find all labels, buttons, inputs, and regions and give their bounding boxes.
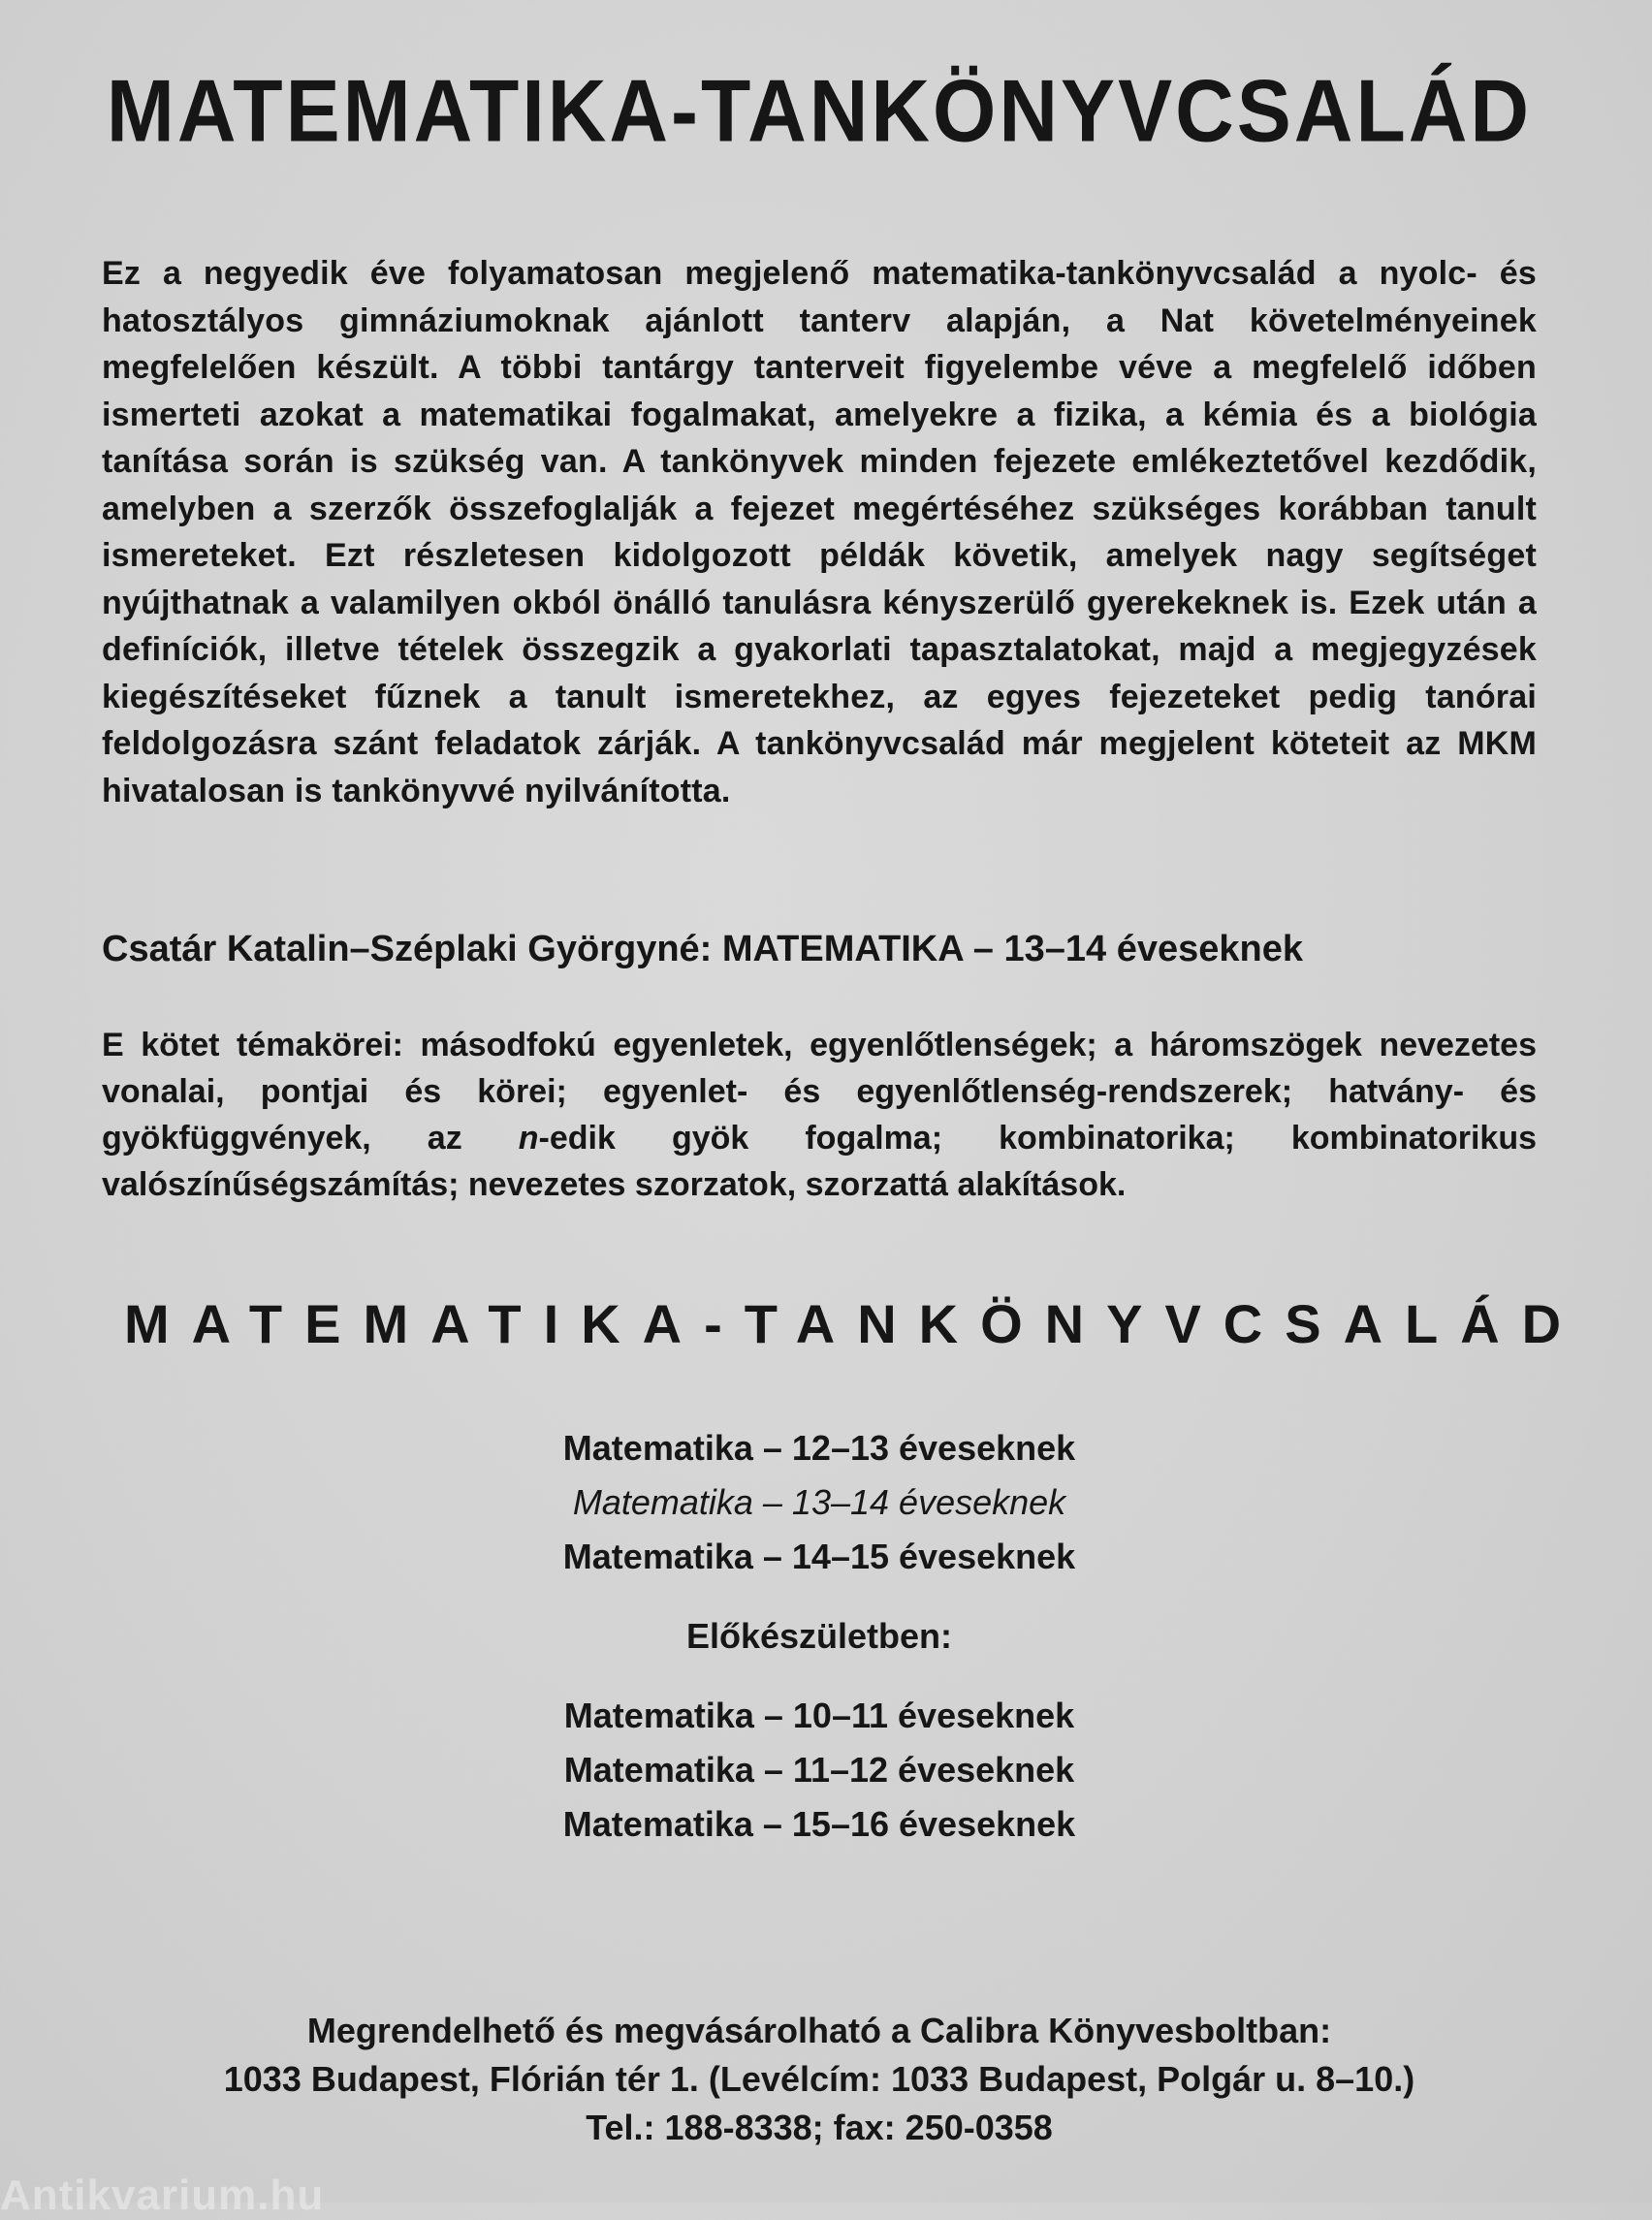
list-item: Matematika – 12–13 éveseknek — [562, 1428, 1076, 1468]
document-page — [102, 58, 1584, 1852]
list-item-current-book: Matematika – 13–14 éveseknek — [572, 1482, 1066, 1522]
page-title: MATEMATIKA-TANKÖNYVCSALÁD — [106, 61, 1533, 160]
footer-phone-line: Tel.: 188-8338; fax: 250-0358 — [586, 2108, 1053, 2147]
footer-shop-line: Megrendelhető és megvásárolható a Calibra Könyvesboltban: — [306, 2011, 1332, 2050]
list-item: Matematika – 11–12 éveseknek — [563, 1750, 1075, 1790]
contact-footer — [102, 2007, 1537, 2152]
intro-paragraph: Ez a negyedik éve folyamatosan megjelenő matematika-tankönyvcsalád a nyolc- és hatosztályos gimnáziumoknak ajánlott tanterv alapján, a Nat követelményeinek megfelelően készült. A többi tantárgy tanterveit figyelembe véve a megfelelő időben ismerteti azokat a matematikai fogalmakat, amelyekre a fizika, a kémia és a biológia tanítása során is szükség van. A tankönyvek minden fejezete emlékeztetővel kezdődik, amelyben a szerzők összefoglalják a fejezet megértéséhez szükséges korábban tanult ismereteket. Ezt részletesen kidolgozott példák követik, amelyek nagy segítséget nyújthatnak a valamilyen okból önálló tanulásra kényszerülő gyerekeknek is. Ezek után a definíciók, illetve tételek összegzik a gyakorlati tapasztalatokat, majd a megjegyzések kiegészítéseket fűznek a tanult ismeretekhez, az egyes fejezeteket pedig tanórai feldolgozásra szánt feladatok zárják. A tankönyvcsalád már megjelent köteteit az MKM hivatalosan is tankönyvvé nyilvánította. — [102, 255, 1537, 809]
series-title: MATEMATIKA-TANKÖNYVCSALÁD — [124, 1293, 1584, 1354]
preparation-label: Előkészületben: — [685, 1616, 953, 1656]
list-item: Matematika – 10–11 éveseknek — [563, 1696, 1075, 1735]
published-books-list — [102, 1421, 1537, 1584]
preparation-books-list — [102, 1689, 1537, 1852]
topics-paragraph — [102, 1022, 1537, 1208]
book-heading: Csatár Katalin–Széplaki Györgyné: MATEMATIKA – 13–14 éveseknek — [102, 929, 1304, 969]
list-item: Matematika – 14–15 éveseknek — [562, 1537, 1076, 1576]
topics-italic-n: n — [518, 1120, 539, 1157]
topics-text-end: -edik gyök fogalma; kombinatorika; kombinatorikus valószínűségszámítás; nevezetes szorzatok, szorzattá alakítások. — [102, 1120, 1538, 1203]
list-item: Matematika – 15–16 éveseknek — [562, 1804, 1076, 1844]
topics-text-start: E kötet témakörei: másodfokú egyenletek, egyenlőtlenségek; a háromszögek nevezetes vonalai, pontjai és körei; egyenlet- és egyenlőtlenség-rendszerek; hatvány- és gyökfüggvények, az — [102, 1027, 1537, 1157]
watermark: Antikvarium.hu — [0, 2172, 325, 2219]
footer-address-line: 1033 Budapest, Flórián tér 1. (Levélcím: 1033 Budapest, Polgár u. 8–10.) — [223, 2059, 1415, 2099]
